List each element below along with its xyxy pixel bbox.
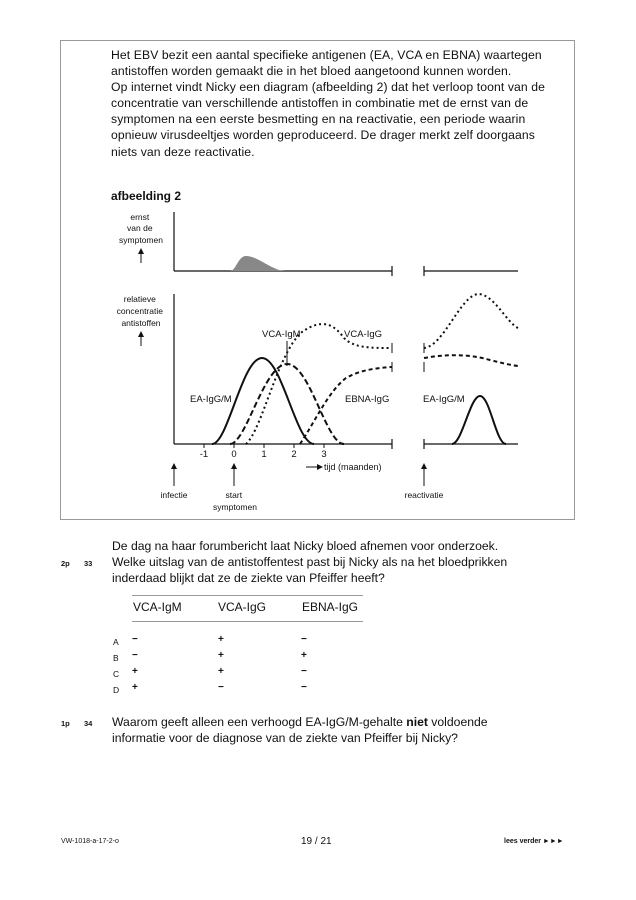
option-letter: C (113, 669, 120, 679)
footer-next: lees verder ►►► (504, 838, 564, 845)
intro-paragraph-1: Het EBV bezit een aantal specifieke antigenen (EA, VCA en EBNA) waartegen antistoffen worden gemaakt die in het bloed aangetoond kunnen worden. (111, 48, 542, 79)
col-header-vca-igm: VCA-IgM (133, 600, 182, 614)
q33-points: 2p (61, 559, 70, 568)
q34-points: 1p (61, 719, 70, 728)
q34-emphasis: niet (406, 715, 428, 729)
reactivation-label: reactivatie (404, 490, 444, 500)
option-letter: B (113, 653, 119, 663)
option-value: + (218, 634, 224, 645)
x-tick-label: 2 (291, 449, 297, 460)
table-top-rule (132, 595, 363, 596)
option-value: − (132, 650, 138, 661)
intro-paragraph-2: Op internet vindt Nicky een diagram (afbeelding 2) dat het verloop toont van de concentratie van verschillende antistoffen in combinatie met de ernst van de symptomen na een eerste besmetting en na reactivatie, een periode waarin opnieuw virusdeeltjes worden geproduceerd. De drager merkt zelf doorgaans niets van deze reactivatie. (111, 80, 546, 159)
x-tick-label: 1 (261, 449, 267, 460)
option-value: − (132, 634, 138, 645)
label-ea-igg-igm: EA-IgG/M (190, 394, 232, 405)
option-value: + (218, 650, 224, 661)
y-label-top: ernst van de symptomen (119, 212, 163, 245)
ebna-igg-reactivation-curve (424, 355, 518, 366)
option-value: + (132, 666, 138, 677)
x-axis-label: tijd (maanden) (324, 462, 382, 472)
label-vca-igm: VCA-IgM (262, 329, 301, 340)
q33-text-line2: inderdaad blijkt dat ze de ziekte van Pfeiffer heeft? (112, 571, 385, 585)
label-ea-igg-igm-reactivation: EA-IgG/M (423, 394, 465, 405)
option-value: + (301, 650, 307, 661)
option-letter: A (113, 637, 119, 647)
option-value: − (301, 666, 307, 677)
q33-text-line1: Welke uitslag van de antistoffentest past bij Nicky als na het bloedprikken (112, 555, 508, 569)
vca-igg-reactivation-curve (424, 294, 518, 348)
label-vca-igg: VCA-IgG (344, 329, 383, 340)
q34-text-line1: Waarom geeft alleen een verhoogd EA-IgG/M-gehalte niet voldoende (112, 715, 488, 729)
label-ebna-igg: EBNA-IgG (345, 394, 390, 405)
q33-number: 33 (84, 559, 93, 568)
y-label-bottom: relatieve concentratie antistoffen (116, 294, 163, 328)
option-value: − (301, 634, 307, 645)
x-tick-label: 0 (231, 449, 237, 460)
option-letter: D (113, 685, 120, 695)
intro-after: De dag na haar forumbericht laat Nicky bloed afnemen voor onderzoek. (112, 539, 499, 553)
col-header-vca-igg: VCA-IgG (218, 600, 267, 614)
symptoms-area (230, 256, 286, 271)
ebna-igg-curve (300, 367, 392, 444)
table-header-rule (132, 621, 363, 622)
x-tick-label: -1 (199, 449, 209, 460)
footer-code: VW-1018-a-17-2-o (61, 838, 119, 845)
col-header-ebna-igg: EBNA-IgG (302, 600, 359, 614)
option-value: + (132, 682, 138, 693)
option-value: + (218, 666, 224, 677)
footer-page-number: 19 / 21 (301, 836, 332, 847)
option-value: − (301, 682, 307, 693)
vca-igg-curve (246, 324, 392, 444)
q34-text-line2: informatie voor de diagnose van de ziekte van Pfeiffer bij Nicky? (112, 731, 458, 745)
infection-label: infectie (160, 490, 188, 500)
figure-title: afbeelding 2 (111, 189, 182, 203)
vca-igm-curve (230, 364, 344, 444)
start-symptoms-label: start symptomen (213, 490, 257, 512)
option-value: − (218, 682, 224, 693)
x-tick-label: 3 (321, 449, 327, 460)
q34-number: 34 (84, 719, 93, 728)
